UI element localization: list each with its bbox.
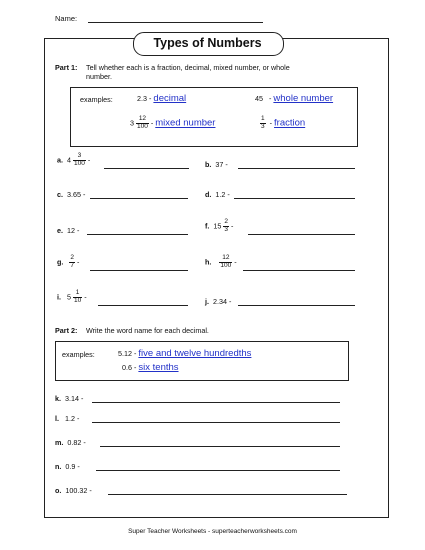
numerator: 3 (77, 152, 82, 159)
item-letter: j. (205, 297, 209, 306)
answer-line-e[interactable] (87, 234, 188, 235)
numerator: 1 (75, 289, 80, 296)
item-value: 0.82 - (67, 438, 86, 447)
fraction (73, 153, 86, 167)
item-value: 0.9 - (65, 462, 80, 471)
denominator: 100 (220, 261, 232, 269)
item-value: 1.2 - (65, 414, 80, 423)
denominator: 10 (74, 296, 82, 304)
question-b (205, 160, 228, 169)
item-letter: k. (55, 394, 61, 403)
answer-line-o[interactable] (108, 494, 347, 495)
item-letter: c. (57, 190, 63, 199)
fraction (69, 255, 75, 269)
question-d (205, 190, 230, 199)
answer-line-f[interactable] (248, 234, 355, 235)
part2-instructions: Write the word name for each decimal. (86, 326, 209, 335)
question-c (57, 190, 85, 199)
question-o (55, 486, 92, 495)
dash: - (149, 94, 152, 103)
item-value: 2.34 - (213, 297, 232, 306)
question-l (55, 414, 79, 423)
denominator: 100 (137, 122, 148, 130)
item-letter: e. (57, 226, 63, 235)
answer-line-j[interactable] (238, 305, 355, 306)
item-letter: b. (205, 160, 212, 169)
question-n (55, 462, 80, 471)
dash: - (84, 292, 87, 302)
item-letter: l. (55, 414, 59, 423)
numerator: 1 (261, 115, 265, 122)
item-value: 1.2 - (215, 190, 230, 199)
denominator: 100 (74, 159, 85, 167)
example-word-1 (118, 348, 251, 359)
answer-line-k[interactable] (92, 402, 340, 403)
examples-label: examples: (80, 95, 113, 104)
whole-part: 15 (213, 221, 222, 231)
question-i (57, 290, 87, 304)
item-value: 12 - (67, 226, 80, 235)
item-value: 37 - (215, 160, 228, 169)
example-answer: six tenths (138, 362, 179, 373)
example-answer: five and twelve hundredths (138, 348, 252, 359)
whole-part: 4 (67, 155, 71, 165)
denominator: 7 (70, 261, 75, 269)
example-answer: fraction (274, 117, 306, 129)
part1-label: Part 1: (55, 63, 78, 72)
dash: - (269, 94, 272, 103)
dash: - (269, 118, 273, 128)
examples-label: examples: (62, 350, 95, 359)
question-g (57, 255, 79, 269)
item-value: 3.65 - (67, 190, 86, 199)
example-whole (255, 93, 333, 104)
item-letter: h. (205, 257, 212, 267)
example-word-2 (122, 362, 179, 373)
answer-line-c[interactable] (90, 198, 188, 199)
example-value: 2.3 (137, 94, 147, 103)
answer-line-g[interactable] (90, 270, 188, 271)
part2-examples-box (55, 341, 349, 381)
example-answer: decimal (153, 93, 187, 104)
question-j (205, 297, 231, 306)
question-m (55, 438, 86, 447)
item-letter: n. (55, 462, 62, 471)
answer-line-i[interactable] (98, 305, 188, 306)
item-value: 3.14 - (65, 394, 84, 403)
item-letter: g. (57, 257, 64, 267)
answer-line-n[interactable] (96, 470, 340, 471)
numerator: 2 (70, 254, 75, 261)
fraction (219, 255, 232, 269)
answer-line-a[interactable] (104, 168, 189, 169)
example-fraction (260, 116, 266, 130)
item-letter: i. (57, 292, 61, 302)
denominator: 3 (261, 122, 265, 130)
item-value: 100.32 - (65, 486, 92, 495)
fraction (73, 290, 82, 304)
item-letter: f. (205, 221, 210, 231)
whole-part: 5 (67, 292, 71, 302)
part1-instructions: Tell whether each is a fraction, decimal, mixed number, or whole (86, 63, 290, 72)
example-mixed (130, 116, 215, 130)
footer-credit: Super Teacher Worksheets - superteacherworksheets.com (128, 528, 297, 535)
numerator: 12 (222, 254, 230, 261)
item-letter: o. (55, 486, 62, 495)
question-a (57, 153, 90, 167)
page-title: Types of Numbers (153, 36, 262, 50)
dash: - (77, 257, 80, 267)
question-e (57, 226, 79, 235)
fraction (223, 219, 229, 233)
numerator: 12 (138, 115, 147, 122)
question-f (205, 219, 233, 233)
example-fraction (136, 116, 149, 130)
example-value: 45 (255, 94, 263, 103)
item-letter: a. (57, 155, 63, 165)
question-k (55, 394, 83, 403)
numerator: 2 (224, 218, 229, 225)
dash: - (87, 155, 91, 165)
item-letter: d. (205, 190, 212, 199)
name-field[interactable] (88, 22, 263, 23)
example-fraction-type (260, 116, 305, 130)
denominator: 3 (224, 225, 229, 233)
answer-line-d[interactable] (234, 198, 355, 199)
answer-line-b[interactable] (238, 168, 355, 169)
example-value: 0.6 - (122, 363, 137, 372)
question-h (205, 255, 237, 269)
example-decimal (137, 93, 186, 104)
part2-label: Part 2: (55, 326, 78, 335)
answer-line-m[interactable] (100, 446, 340, 447)
example-whole-part: 3 (130, 118, 134, 128)
dash: - (150, 118, 154, 128)
example-value: 5.12 - (118, 349, 137, 358)
answer-line-l[interactable] (92, 422, 340, 423)
part1-instructions-cont: number. (86, 72, 112, 81)
item-letter: m. (55, 438, 64, 447)
name-label: Name: (55, 14, 78, 23)
example-answer: whole number (273, 93, 334, 104)
example-answer: mixed number (155, 117, 216, 129)
answer-line-h[interactable] (243, 270, 355, 271)
dash: - (231, 221, 234, 231)
dash: - (234, 257, 237, 267)
